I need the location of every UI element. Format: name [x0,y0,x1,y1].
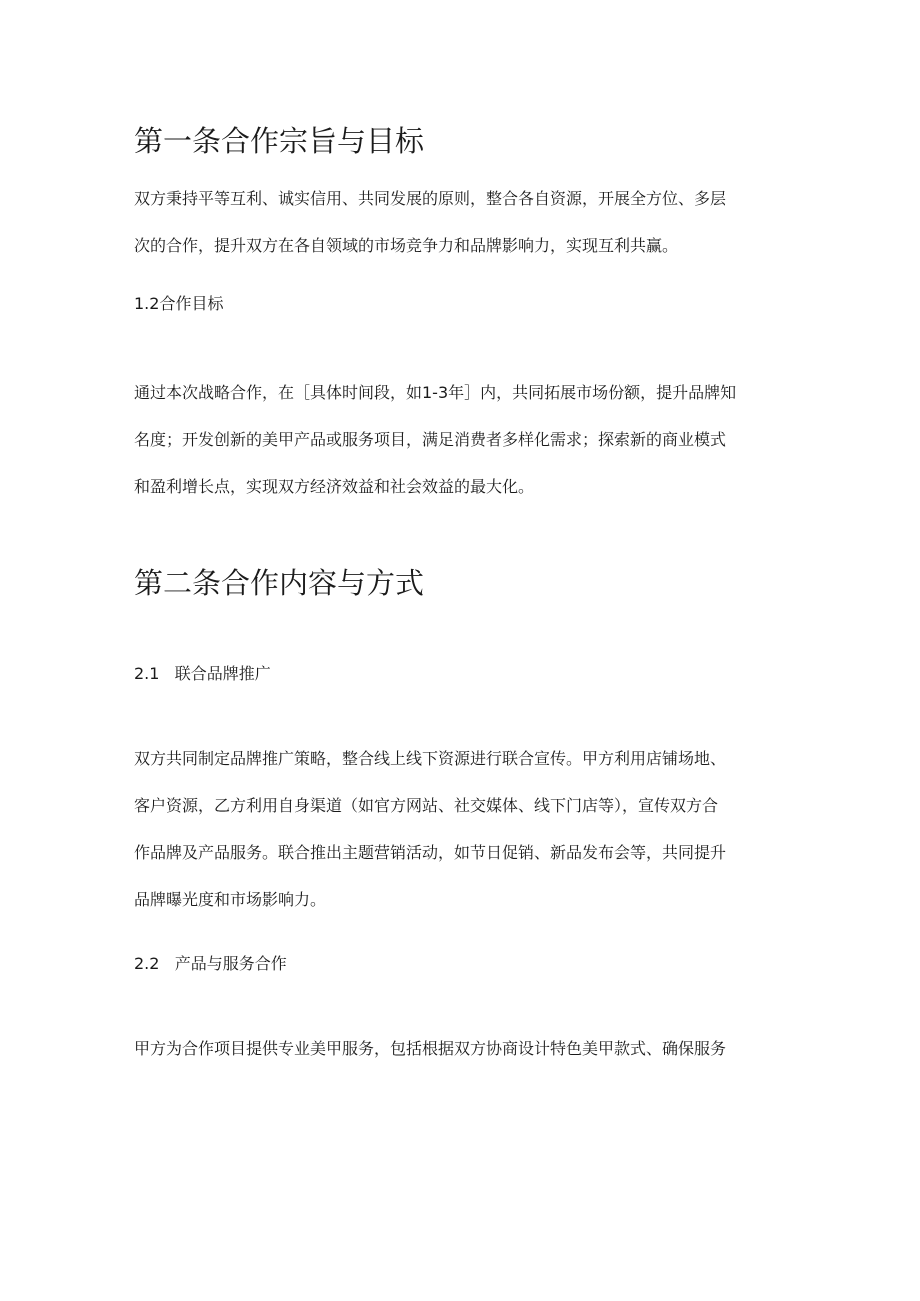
article-1-intro [134,175,774,269]
paragraph-line: 双方共同制定品牌推广策略，整合线上线下资源进行联合宣传。甲方利用店铺场地、 [134,749,727,768]
section-1-2-body [134,369,774,510]
paragraph-line: 和盈利增长点，实现双方经济效益和社会效益的最大化。 [134,477,535,496]
paragraph-line: 客户资源，乙方利用自身渠道（如官方网站、社交媒体、线下门店等），宣传双方合 [134,796,719,815]
paragraph-line: 品牌曝光度和市场影响力。 [134,890,327,909]
section-2-2-body [134,1025,774,1072]
paragraph-line: 次的合作，提升双方在各自领域的市场竞争力和品牌影响力，实现互利共赢。 [134,236,679,255]
section-2-1-heading: 2.1 联合品牌推广 [134,664,271,683]
paragraph-line: 通过本次战略合作，在［具体时间段，如1-3年］内，共同拓展市场份额，提升品牌知 [134,383,737,402]
article-2-title: 第二条合作内容与方式 [134,566,425,600]
paragraph-line: 作品牌及产品服务。联合推出主题营销活动，如节日促销、新品发布会等，共同提升 [134,843,727,862]
paragraph-line: 双方秉持平等互利、诚实信用、共同发展的原则，整合各自资源，开展全方位、多层 [134,189,727,208]
article-1-title: 第一条合作宗旨与目标 [134,124,425,158]
paragraph-line: 名度；开发创新的美甲产品或服务项目，满足消费者多样化需求；探索新的商业模式 [134,430,727,449]
paragraph-line: 甲方为合作项目提供专业美甲服务，包括根据双方协商设计特色美甲款式、确保服务 [134,1039,727,1058]
section-1-2-heading: 1.2合作目标 [134,294,224,313]
section-2-1-body [134,735,774,923]
section-2-2-heading: 2.2 产品与服务合作 [134,954,287,973]
